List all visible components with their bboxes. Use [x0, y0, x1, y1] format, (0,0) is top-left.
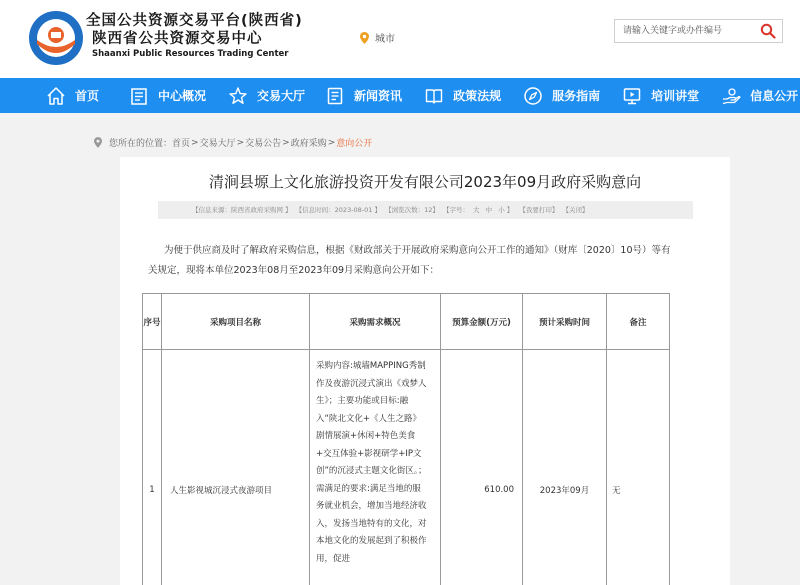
breadcrumb-procurement[interactable]: 政府采购	[290, 139, 327, 149]
font-size-medium-link[interactable]: 中	[485, 206, 493, 214]
font-size-large-link[interactable]: 大	[473, 206, 480, 214]
search-icon[interactable]	[760, 23, 776, 39]
article-intro	[148, 241, 708, 281]
breadcrumb-intent-disclosure[interactable]: 意向公开	[336, 139, 373, 149]
cell-budget: 610.00	[441, 350, 523, 585]
intro-line-2: 关规定，现将本单位2023年08月至2023年09月采购意向公开如下：	[148, 265, 440, 276]
meta-source: 【信息来源：陕西省政府采购网 】	[192, 206, 292, 214]
close-link[interactable]: 【关闭】	[562, 206, 589, 214]
header-budget: 预算金额(万元)	[441, 294, 523, 350]
book-icon	[424, 86, 444, 106]
font-size-small-link[interactable]: 小	[498, 206, 505, 214]
training-icon	[622, 86, 642, 106]
location-pin-icon	[360, 32, 369, 44]
breadcrumb-separator: >	[191, 137, 199, 148]
search-box	[614, 19, 783, 43]
site-title-english: Shaanxi Public Resources Trading Center	[92, 49, 289, 59]
breadcrumb-prefix: 您所在的位置：	[109, 139, 173, 149]
site-header	[0, 0, 800, 78]
nav-item-center-overview[interactable]	[129, 78, 206, 113]
nav-label-training: 培训讲堂	[651, 89, 700, 103]
header-no: 序号	[143, 294, 162, 350]
nav-item-policy[interactable]	[424, 78, 501, 113]
nav-item-news[interactable]	[325, 78, 402, 113]
nav-label-center-overview: 中心概况	[158, 89, 207, 103]
site-title-line2: 陕西省公共资源交易中心	[92, 31, 263, 47]
breadcrumb-announcements[interactable]: 交易公告	[245, 139, 282, 149]
search-input[interactable]	[615, 20, 755, 42]
nav-item-service-guide[interactable]	[523, 78, 600, 113]
meta-time: 【信息时间：2023-08-01 】	[295, 206, 381, 214]
nav-label-policy: 政策法规	[453, 89, 502, 103]
nav-label-news: 新闻资讯	[354, 89, 403, 103]
breadcrumb-trading-hall[interactable]: 交易大厅	[199, 139, 236, 149]
meta-views: 【浏览次数：12】	[385, 206, 439, 214]
breadcrumb-separator: >	[327, 137, 336, 148]
header-requirement: 采购需求概况	[310, 294, 441, 350]
star-icon	[228, 86, 248, 106]
site-logo-icon[interactable]	[28, 10, 84, 66]
city-label: 城市	[375, 34, 395, 45]
header-note: 备注	[607, 294, 670, 350]
logo-text	[86, 12, 303, 61]
table-row	[143, 350, 670, 585]
breadcrumb-home[interactable]: 首页	[172, 139, 191, 149]
document-icon	[325, 86, 345, 106]
procurement-table	[142, 293, 670, 585]
hand-icon	[721, 86, 741, 106]
nav-label-info-disclosure: 信息公开	[750, 89, 799, 103]
table-header-row	[143, 294, 670, 350]
cell-note: 无	[607, 350, 670, 585]
main-nav	[0, 78, 800, 113]
cell-project-name: 人生影视城沉浸式夜游项目	[162, 350, 310, 585]
building-icon	[129, 86, 149, 106]
home-icon	[46, 86, 66, 106]
breadcrumb	[94, 136, 372, 149]
nav-label-home: 首页	[75, 89, 100, 103]
header-project-name: 采购项目名称	[162, 294, 310, 350]
nav-item-info-disclosure[interactable]	[721, 78, 798, 113]
nav-item-training[interactable]	[622, 78, 699, 113]
nav-label-service-guide: 服务指南	[552, 89, 601, 103]
nav-item-trading-hall[interactable]	[228, 78, 305, 113]
nav-label-trading-hall: 交易大厅	[257, 89, 306, 103]
print-link[interactable]: 【我要打印】	[519, 206, 559, 214]
city-selector[interactable]	[360, 30, 395, 45]
header-purchase-time: 预计采购时间	[523, 294, 607, 350]
site-title-line1: 全国公共资源交易平台(陕西省)	[86, 13, 303, 29]
cell-purchase-time: 2023年09月	[523, 350, 607, 585]
meta-font-size	[443, 206, 515, 214]
location-pin-icon	[94, 137, 102, 148]
meta-font-label: 【字号：	[442, 206, 469, 214]
article-card	[120, 157, 730, 585]
meta-font-end: 】	[506, 206, 514, 214]
compass-icon	[523, 86, 543, 106]
intro-line-1: 为便于供应商及时了解政府采购信息，根据《财政部关于开展政府采购意向公开工作的通知》（财库〔2020〕10号）等有	[164, 245, 671, 256]
cell-no: 1	[143, 350, 162, 585]
nav-item-home[interactable]	[46, 78, 99, 113]
cell-requirement: 采购内容:城墙MAPPING秀制作及夜游沉浸式演出《戏梦人生》；主要功能或目标:融入“陕北文化+《人生之路》剧情展演+休闲+特色美食+交互体验+影视研学+IP文创”的沉浸式主题文化街区。；需满足的要求:满足当地的服务就业机会，增加当地经济收入，发扬当地特有的文化，对本地文化的发展起到了积极作用，促进	[310, 350, 441, 585]
breadcrumb-separator: >	[282, 137, 290, 148]
article-meta-bar	[158, 201, 693, 219]
breadcrumb-separator: >	[236, 137, 245, 148]
article-title: 清涧县塬上文化旅游投资开发有限公司2023年09月政府采购意向	[208, 173, 642, 191]
